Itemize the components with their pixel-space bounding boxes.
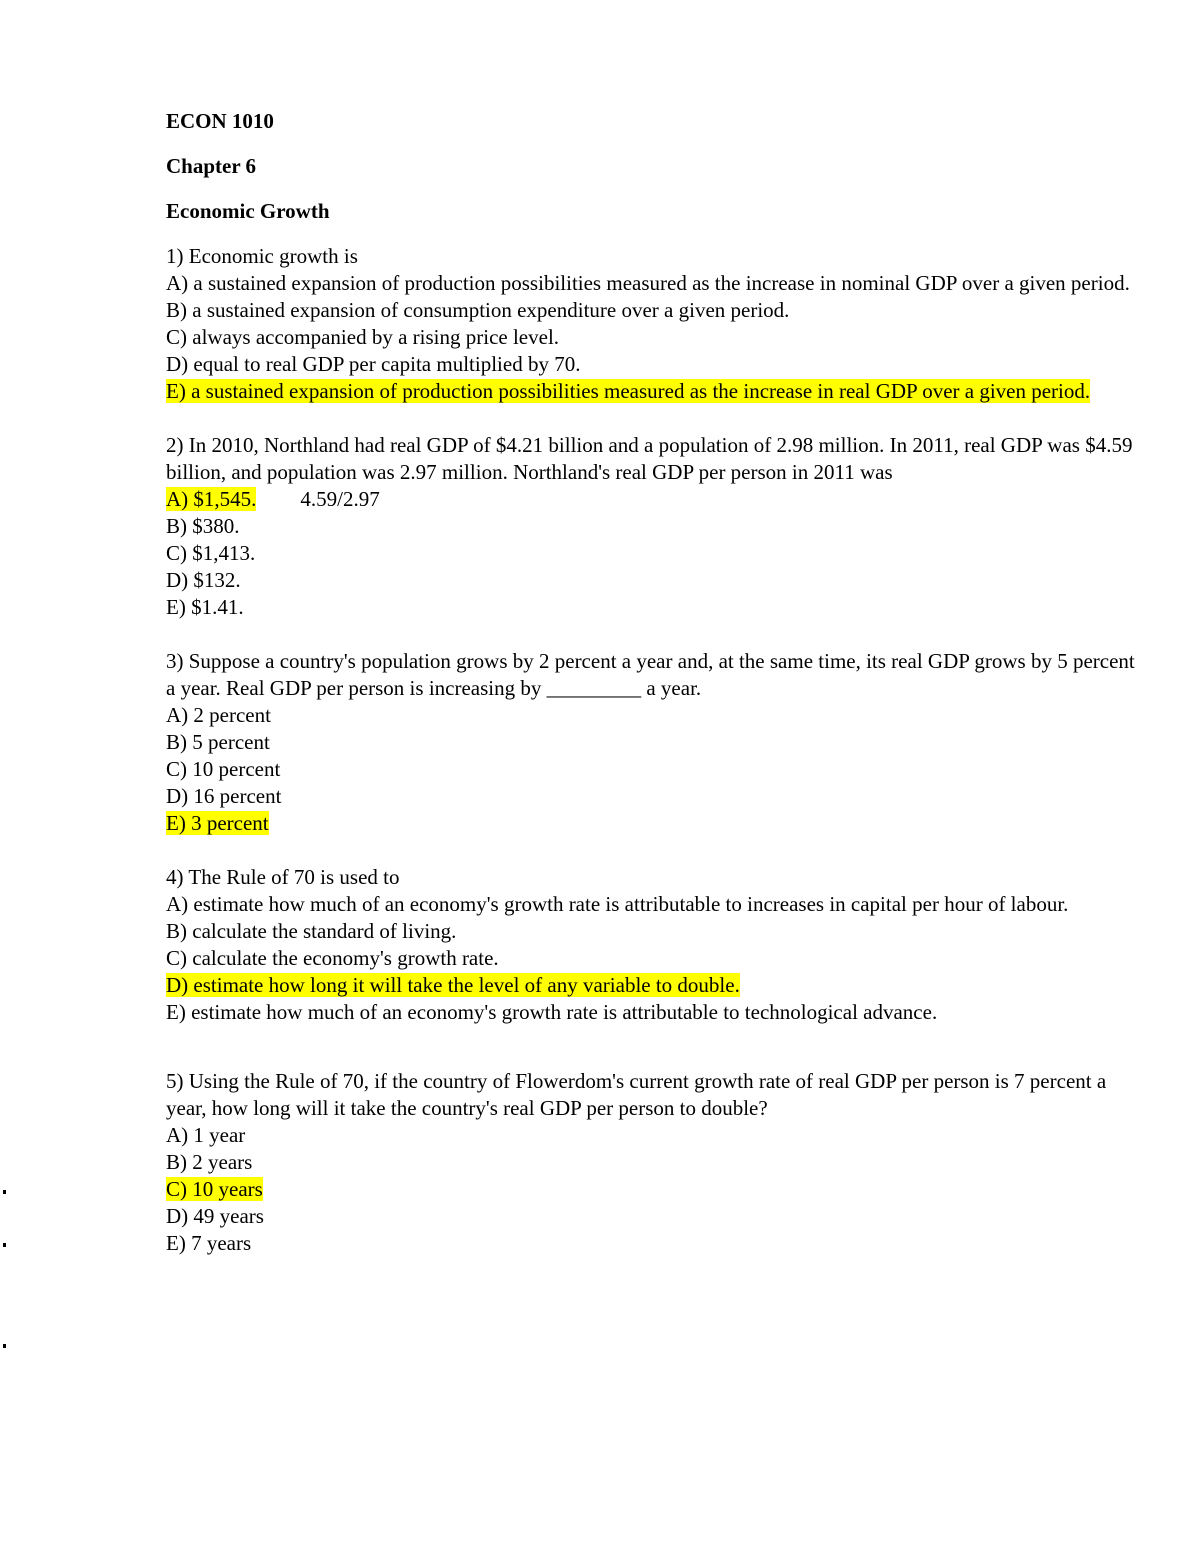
answer-highlight: C) 10 years xyxy=(166,1177,263,1201)
question-2 xyxy=(166,432,1146,621)
course-title: ECON 1010 xyxy=(166,109,274,133)
question-4 xyxy=(166,864,1146,1026)
option-d-answer xyxy=(166,972,1146,999)
option-a: A) 1 year xyxy=(166,1123,246,1147)
option-c: C) calculate the economy's growth rate. xyxy=(166,946,499,970)
option-a: A) estimate how much of an economy's growth rate is attributable to increases in capital per hour of labour. xyxy=(166,892,1069,916)
handwritten-calculation-note: 4.59/2.97 xyxy=(300,487,380,511)
option-d: D) equal to real GDP per capita multiplied by 70. xyxy=(166,352,581,376)
question-stem: 1) Economic growth is xyxy=(166,244,358,268)
option-a-answer xyxy=(166,486,1146,513)
question-stem: 3) Suppose a country's population grows by 2 percent a year and, at the same time, its real GDP grows by 5 percent a year. Real GDP per person is increasing by _________ a year. xyxy=(166,649,1135,700)
option-e: E) 7 years xyxy=(166,1231,252,1255)
answer-highlight: A) $1,545. xyxy=(166,487,257,511)
answer-highlight: E) a sustained expansion of production possibilities measured as the increase in real GDP over a given period. xyxy=(166,379,1091,403)
option-a: A) a sustained expansion of production possibilities measured as the increase in nominal GDP over a given period. xyxy=(166,271,1130,295)
option-d: D) $132. xyxy=(166,568,241,592)
margin-mark xyxy=(3,1344,6,1348)
margin-mark xyxy=(3,1190,6,1194)
option-b: B) $380. xyxy=(166,514,240,538)
topic-title: Economic Growth xyxy=(166,199,330,223)
question-stem: 2) In 2010, Northland had real GDP of $4.21 billion and a population of 2.98 million. In 2011, real GDP was $4.59 billion, and population was 2.97 million. Northland's real GDP per person in 2011 was xyxy=(166,433,1133,484)
margin-mark xyxy=(3,1243,6,1247)
option-c-answer xyxy=(166,1176,1146,1203)
option-e-answer xyxy=(166,378,1146,405)
option-c: C) $1,413. xyxy=(166,541,256,565)
option-d: D) 49 years xyxy=(166,1204,264,1228)
option-b: B) calculate the standard of living. xyxy=(166,919,457,943)
question-stem: 4) The Rule of 70 is used to xyxy=(166,865,400,889)
option-e: E) $1.41. xyxy=(166,595,244,619)
option-c: C) 10 percent xyxy=(166,757,281,781)
question-1 xyxy=(166,243,1146,405)
option-e-answer xyxy=(166,810,1146,837)
option-b: B) 5 percent xyxy=(166,730,270,754)
question-5 xyxy=(166,1068,1146,1257)
option-a: A) 2 percent xyxy=(166,703,271,727)
option-e: E) estimate how much of an economy's growth rate is attributable to technological advance. xyxy=(166,1000,938,1024)
option-b: B) 2 years xyxy=(166,1150,253,1174)
option-c: C) always accompanied by a rising price level. xyxy=(166,325,560,349)
option-d: D) 16 percent xyxy=(166,784,282,808)
document-page xyxy=(166,108,1146,1257)
answer-highlight: E) 3 percent xyxy=(166,811,269,835)
answer-highlight: D) estimate how long it will take the level of any variable to double. xyxy=(166,973,740,997)
question-3 xyxy=(166,648,1146,837)
question-stem: 5) Using the Rule of 70, if the country of Flowerdom's current growth rate of real GDP per person is 7 percent a year, how long will it take the country's real GDP per person to double? xyxy=(166,1069,1107,1120)
option-b: B) a sustained expansion of consumption expenditure over a given period. xyxy=(166,298,790,322)
chapter-title: Chapter 6 xyxy=(166,154,257,178)
